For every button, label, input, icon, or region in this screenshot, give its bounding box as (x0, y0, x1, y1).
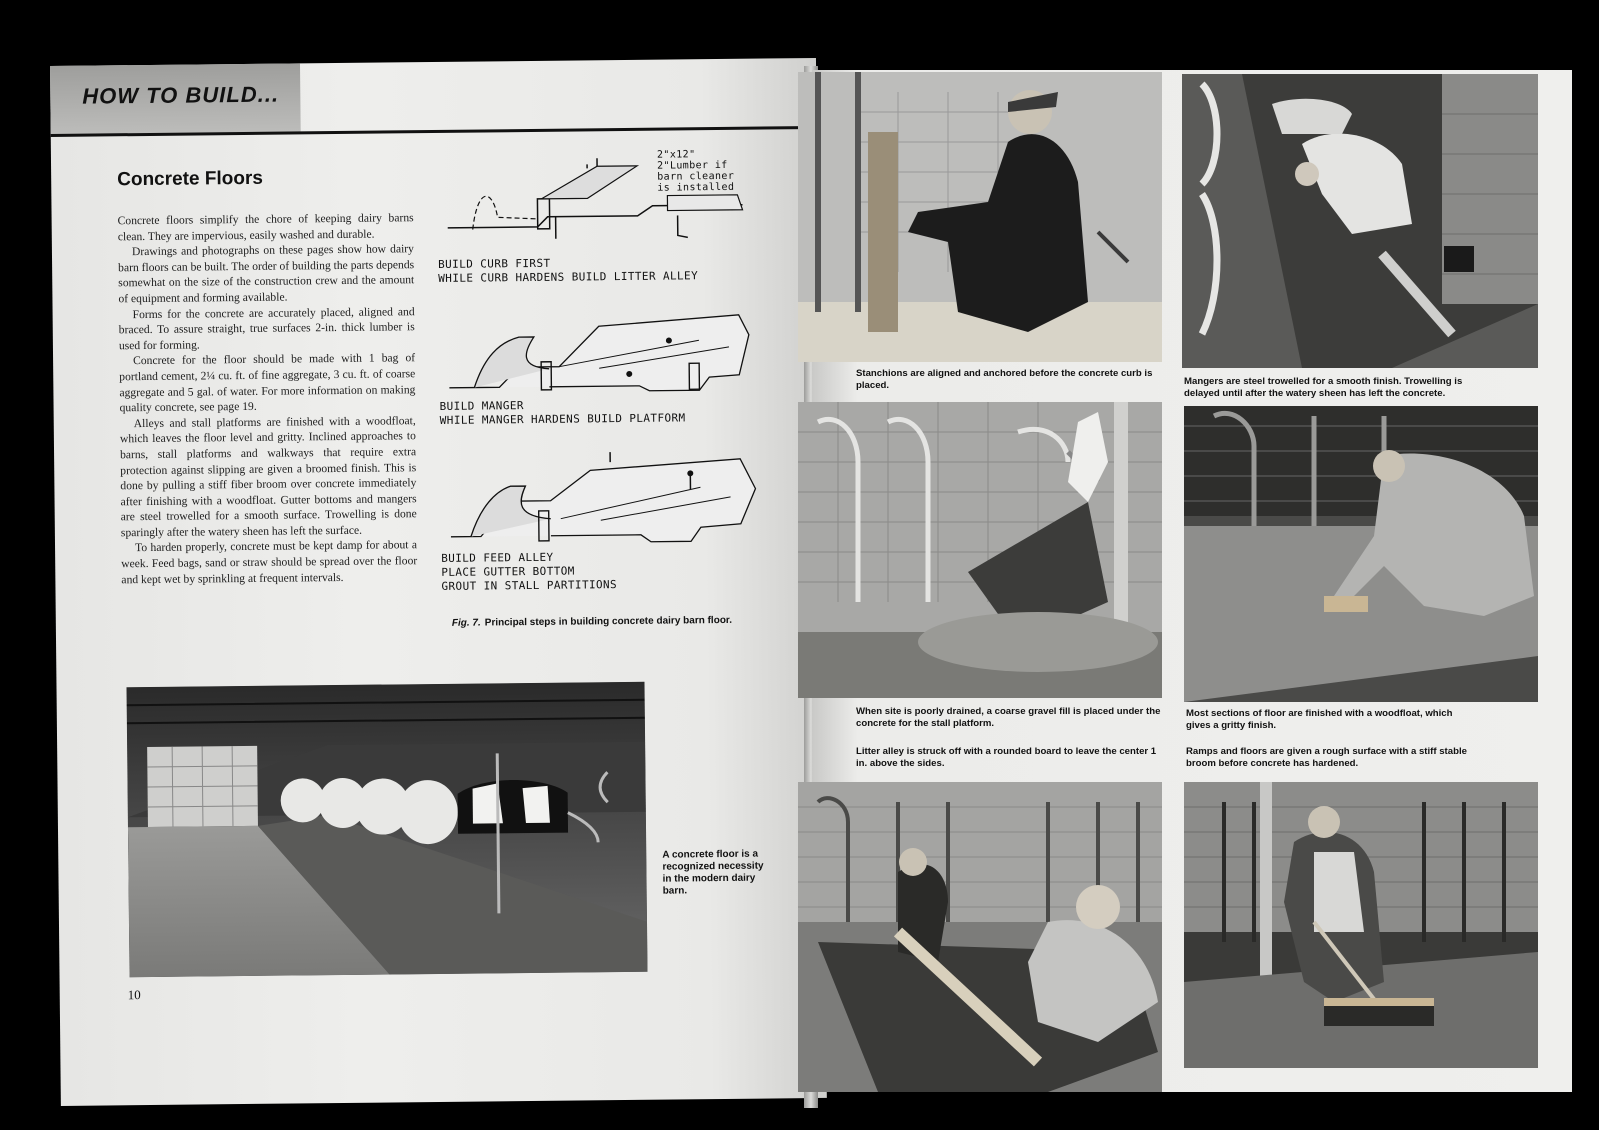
figure-caption (452, 615, 732, 629)
diagram-build-manger (439, 304, 770, 427)
barn-photo (127, 682, 648, 977)
photo-gravel-fill (798, 402, 1162, 698)
diagram-label-line: BUILD CURB FIRST (438, 256, 551, 271)
body-text (118, 210, 418, 587)
section-title: Concrete Floors (117, 167, 264, 191)
photo-woodfloat (1184, 406, 1538, 702)
diagram-label-line: GROUT IN STALL PARTITIONS (441, 578, 618, 593)
diagram-label (440, 396, 770, 427)
callout-line: barn cleaner (657, 170, 735, 183)
diagram-label-line: PLACE GUTTER BOTTOM (441, 564, 575, 579)
photo-gravel-fill-image (798, 402, 1162, 698)
diagram-label-line: BUILD FEED ALLEY (441, 550, 554, 565)
header-title: HOW TO BUILD... (82, 81, 280, 109)
paragraph: Concrete for the floor should be made with 1 bag of portland cement, 2¼ cu. ft. of fine aggregate, 3 cu. ft. of coarse aggregate and 5 gal. of water. For more information on making quality concrete, see page 19. (119, 351, 416, 415)
caption-gravel-fill: When site is poorly drained, a coarse gravel fill is placed under the concrete for the stall platform. (856, 706, 1161, 729)
photo-woodfloat-image (1184, 406, 1538, 702)
page-number: 10 (127, 987, 141, 1003)
paragraph: To harden properly, concrete must be kept damp for about a week. Feed bags, sand or straw should be spread over the floor and kept wet by sprinkling at frequent intervals. (121, 538, 418, 586)
paragraph: Concrete floors simplify the chore of keeping dairy barns clean. They are impervious, easily washed and durable. (117, 211, 414, 243)
diagram-build-feed-alley (440, 448, 771, 593)
photo-broom-image (1184, 782, 1538, 1068)
photo-broom (1184, 782, 1538, 1068)
diagram-label (438, 254, 768, 285)
right-page (812, 70, 1572, 1092)
photo-stanchions-image (798, 72, 1162, 362)
diagram-build-curb (437, 149, 768, 285)
caption-broomed-finish: Ramps and floors are given a rough surface with a stiff stable broom before concrete has hardened. (1186, 746, 1467, 769)
caption-stanchions: Stanchions are aligned and anchored before the concrete curb is placed. (856, 368, 1153, 391)
diagram-manger-drawing (439, 304, 770, 399)
callout-line: 2"x12" (656, 149, 696, 161)
photo-mangers (1182, 74, 1538, 368)
diagram-label-line: WHILE CURB HARDENS BUILD LITTER ALLEY (438, 269, 699, 285)
callout-line: 2"Lumber if (657, 159, 728, 172)
paragraph: Drawings and photographs on these pages show how dairy barn floors can be built. The order of building the parts depends somewhat on the size of the construction crew and the amount of equipment and forming available. (118, 242, 415, 306)
figure-caption-text: Principal steps in building concrete dairy barn floor. (484, 614, 733, 629)
photo-mangers-image (1182, 74, 1538, 368)
diagram-feed-alley-drawing (440, 448, 771, 551)
callout-line: is installed (657, 181, 735, 194)
barn-photo-caption: A concrete floor is a recognized necessity in the modern dairy barn. (662, 848, 764, 897)
photo-stanchions (798, 72, 1162, 362)
figure-label: Fig. 7. (451, 617, 481, 629)
photo-litter-alley-image (798, 782, 1162, 1092)
diagram-label (441, 548, 771, 593)
left-page (50, 58, 827, 1106)
diagram-label-line: BUILD MANGER (439, 399, 524, 413)
paragraph: Forms for the concrete are accurately placed, aligned and braced. To assure straight, true surfaces 2-in. thick lumber is used for forming. (118, 304, 415, 353)
caption-litter-alley: Litter alley is struck off with a rounded board to leave the center 1 in. above the sides. (856, 746, 1157, 769)
caption-mangers: Mangers are steel trowelled for a smooth finish. Trowelling is delayed until after the watery sheen has left the concrete. (1184, 376, 1463, 399)
header-tab (50, 63, 301, 136)
paragraph: Alleys and stall platforms are finished with a woodfloat, which leaves the floor level and gritty. Inclined approaches to barns, stall platforms and walkways that require extra protection against slipping are given a broomed finish. This is done by pulling a stiff fiber broom over concrete immediately after finishing with a woodfloat. Gutter bottoms and mangers are steel trowelled for a smooth surface. Trowelling is done sparingly after the watery sheen has left the surface. (119, 413, 417, 540)
caption-woodfloat: Most sections of floor are finished with a woodfloat, which gives a gritty finish. (1186, 708, 1453, 731)
barn-photo-image (127, 682, 648, 977)
diagram-label-line: WHILE MANGER HARDENS BUILD PLATFORM (439, 411, 686, 427)
diagram-callout (657, 149, 735, 194)
photo-litter-alley (798, 782, 1162, 1092)
